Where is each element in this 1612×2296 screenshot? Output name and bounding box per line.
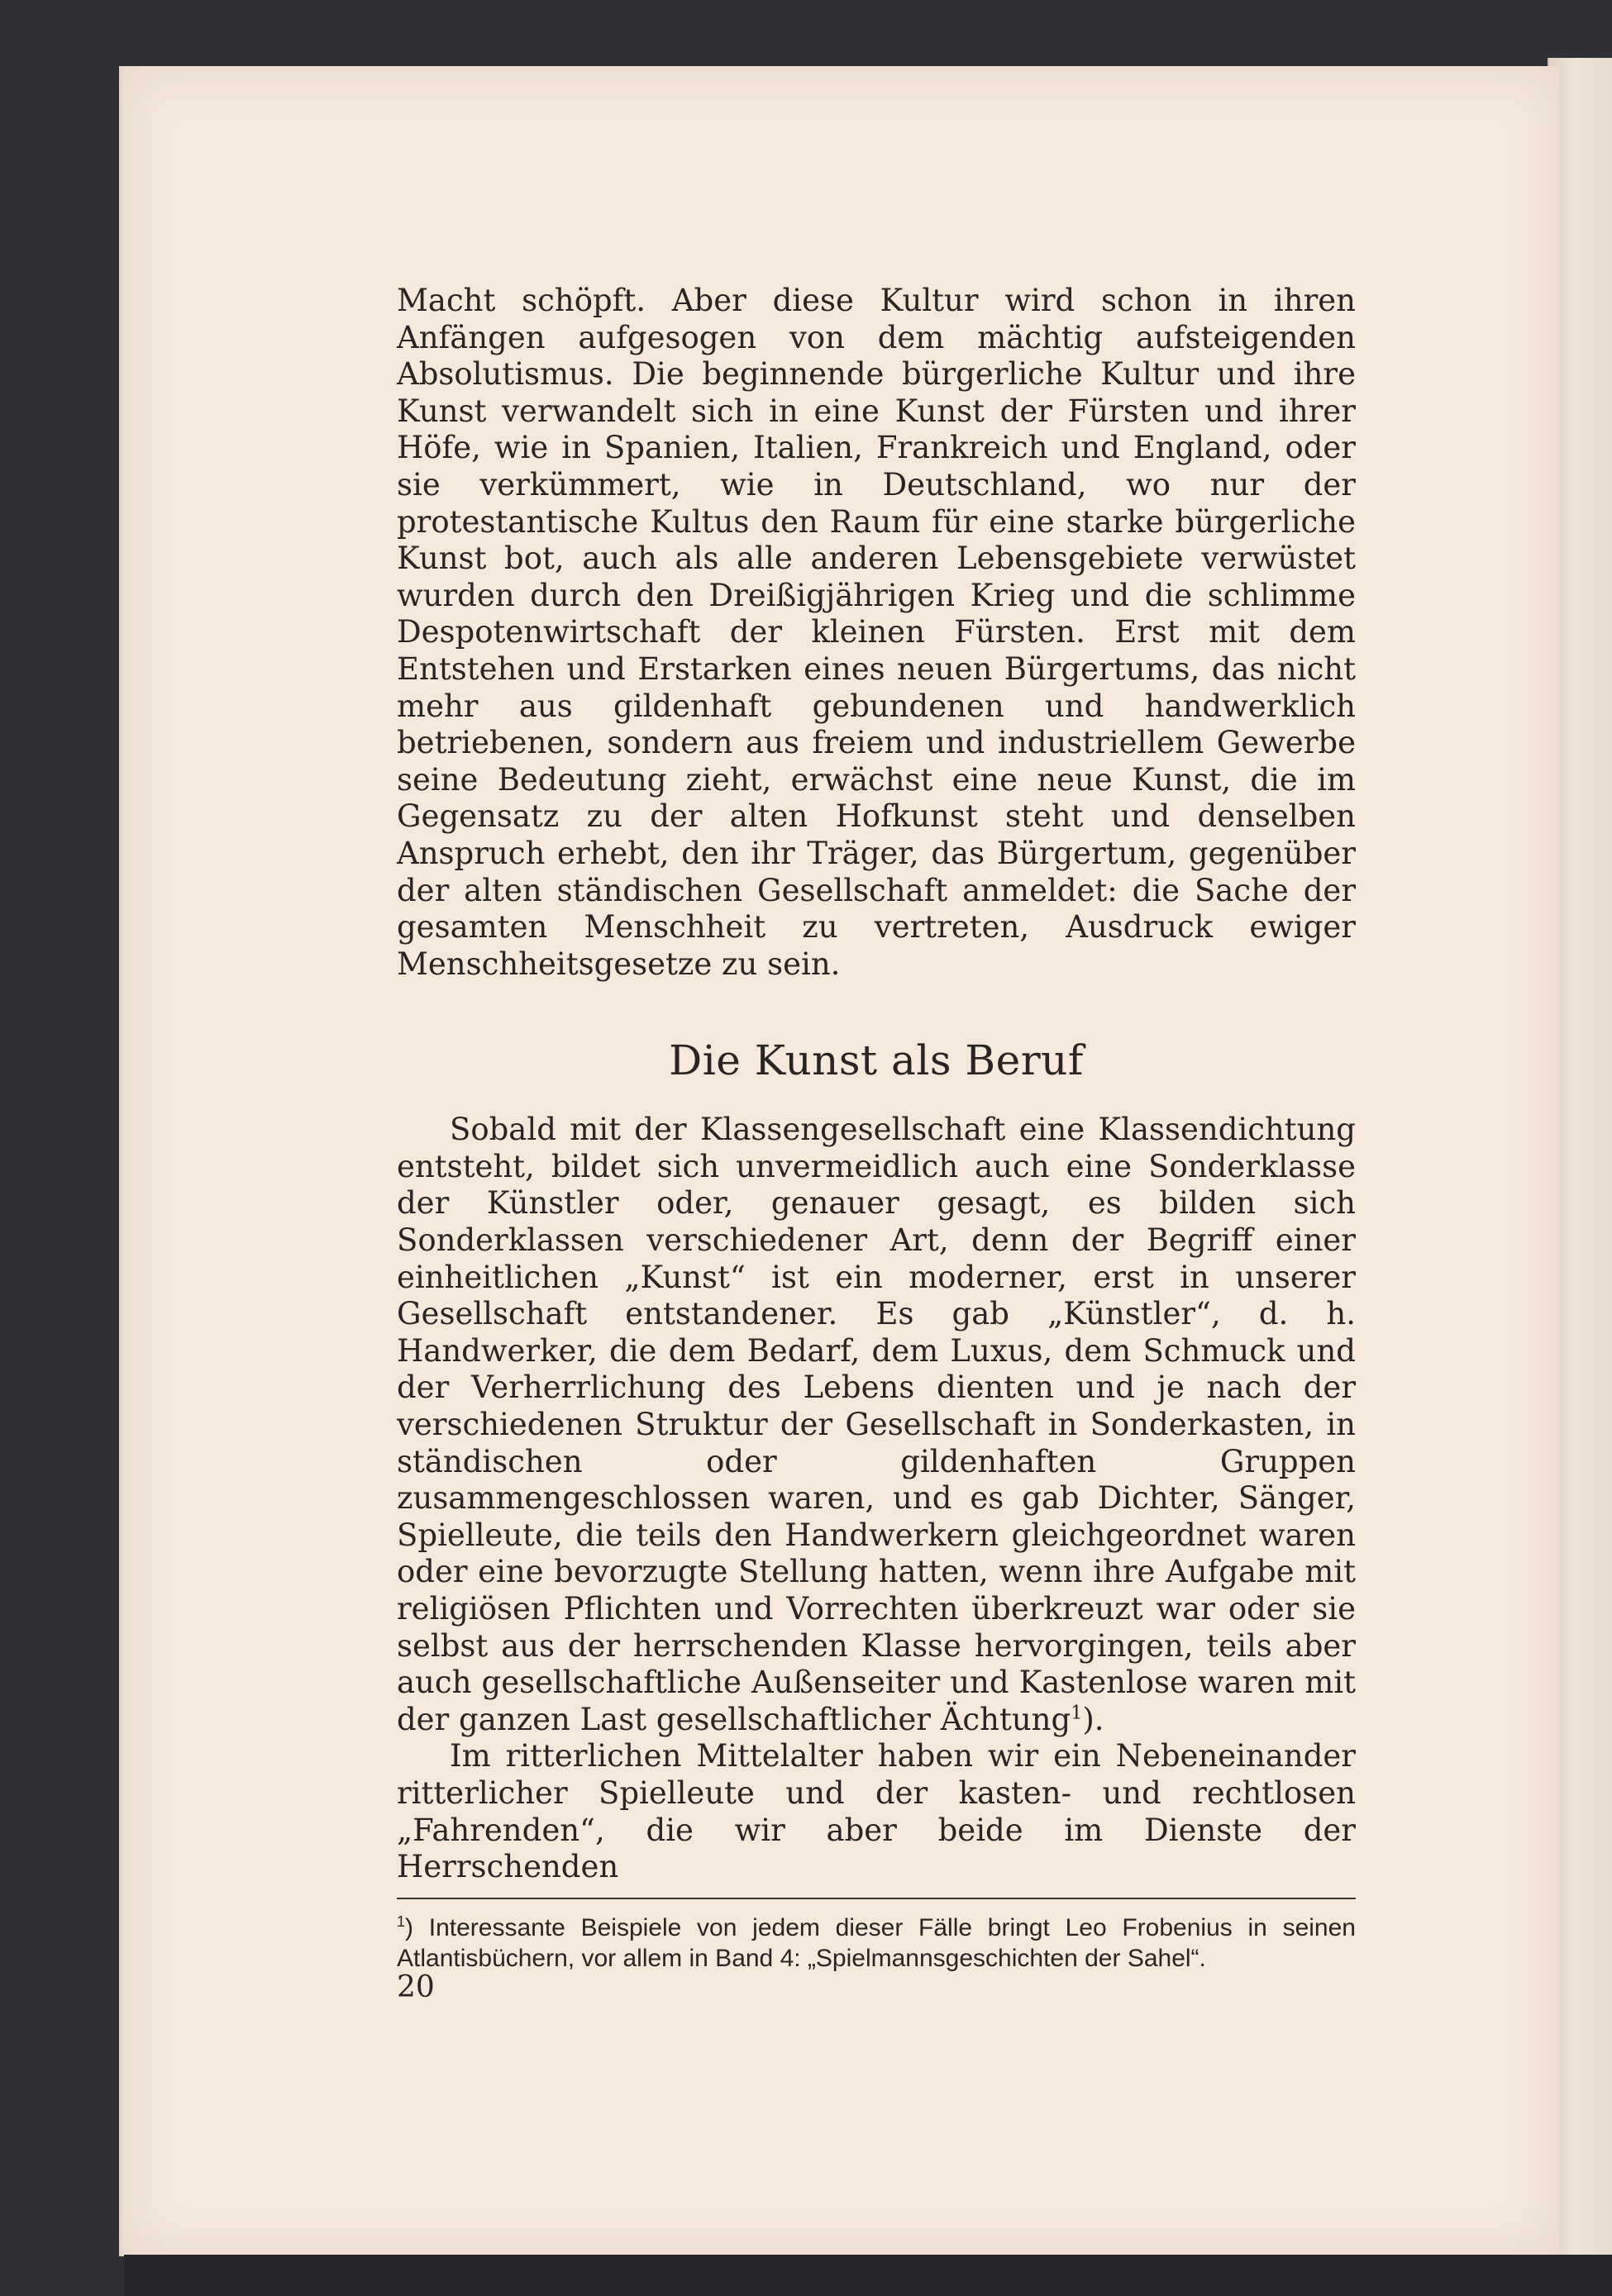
footnote-marker: 1 [397,1913,406,1930]
scan-background-edge [124,2255,1612,2296]
footnote-separator [397,1898,1356,1899]
page-number: 20 [397,1970,435,2004]
page-text-block [397,283,1356,1974]
paragraph-kunst-als-beruf [397,1112,1356,1738]
section-heading: Die Kunst als Beruf [669,1036,1084,1085]
paragraph-mittelalter: Im ritterlichen Mittelalter haben wir ein Nebeneinander ritterlicher Spielleute und der kasten- und rechtlosen „Fahrenden“, die wir aber beide im Dienste der Herrschenden [397,1738,1356,1885]
footnote-marker-close: ) [405,1913,414,1941]
footnote-reference[interactable]: 1 [1071,1702,1083,1724]
paragraph-2-end: ). [1082,1701,1104,1737]
footnote-text: Interessante Beispiele von jedem dieser Fälle bringt Leo Frobenius in seinen Atlantisbüchern, vor allem in Band 4: „Spielmannsgeschichten der Sahel“. [397,1913,1356,1972]
paragraph-2-text: Sobald mit der Klassengesellschaft eine Klassendichtung entsteht, bildet sich unvermeidlich auch eine Sonderklasse der Künstler oder, genauer gesagt, es bilden sich Sonderklassen verschiedener Art, denn der Begriff einer einheitlichen „Kunst“ ist ein moderner, erst in unserer Gesellschaft entstandener. Es gab „Künstler“, d. h. Handwerker, die dem Bedarf, dem Luxus, dem Schmuck und der Verherrlichung des Lebens dienten und je nach der verschiedenen Struktur der Gesellschaft in Sonderkasten, in ständischen oder gildenhaften Gruppen zusammengeschlossen waren, und es gab Dichter, Sänger, Spielleute, die teils den Handwerkern gleichgeordnet waren oder eine bevorzugte Stellung hatten, wenn ihre Aufgabe mit religiösen Pflichten und Vorrechten überkreuzt war oder sie selbst aus der herrschenden Klasse hervorgingen, teils aber auch gesellschaftliche Außenseiter und Kastenlose waren mit der ganzen Last gesellschaftlicher Ächtung [397,1112,1356,1737]
paragraph-intro: Macht schöpft. Aber diese Kultur wird schon in ihren Anfängen aufgesogen von dem mächtig aufsteigenden Absolutismus. Die beginnende bürgerliche Kultur und ihre Kunst verwandelt sich in eine Kunst der Fürsten und ihrer Höfe, wie in Spanien, Italien, Frankreich und England, oder sie verkümmert, wie in Deutschland, wo nur der protestantische Kultus den Raum für eine starke bürgerliche Kunst bot, auch als alle anderen Lebensgebiete verwüstet wurden durch den Dreißigjährigen Krieg und die schlimme Despotenwirtschaft der kleinen Fürsten. Erst mit dem Entstehen und Erstarken eines neuen Bürgertums, das nicht mehr aus gildenhaft gebundenen und handwerklich betriebenen, sondern aus freiem und industriellem Gewerbe seine Bedeutung zieht, erwächst eine neue Kunst, die im Gegensatz zu der alten Hofkunst steht und denselben Anspruch erhebt, den ihr Träger, das Bürgertum, gegenüber der alten ständischen Gesellschaft anmeldet: die Sache der gesamten Menschheit zu vertreten, Ausdruck ewiger Menschheitsgesetze zu sein. [397,283,1356,982]
footnote [397,1913,1356,1974]
